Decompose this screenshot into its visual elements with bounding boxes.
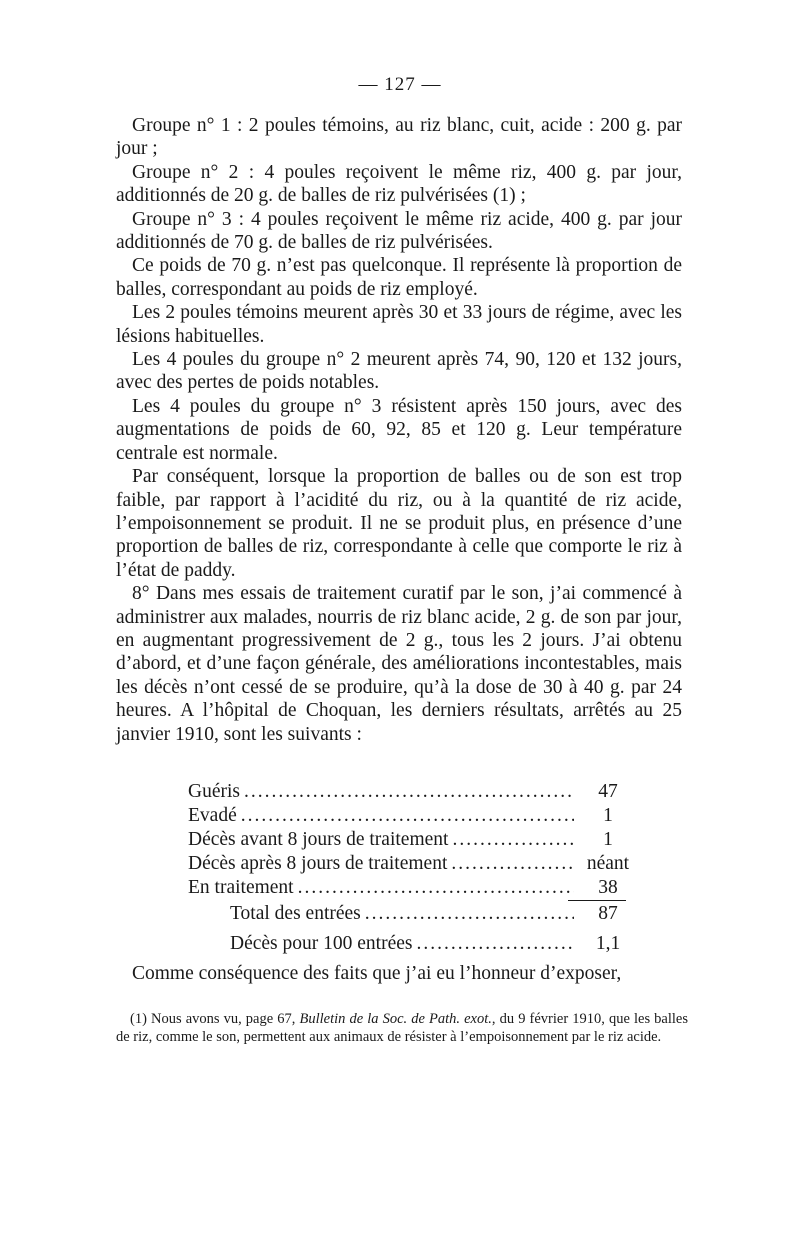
paragraph-temoins: Les 2 poules témoins meurent après 30 et 33 jours de régime, avec les lésions habituelles.	[116, 302, 682, 347]
rate-value: 1,1	[595, 933, 621, 954]
closing-line: Comme conséquence des faits que j’ai eu l’honneur d’exposer,	[132, 963, 622, 984]
row-value: 38	[598, 877, 618, 898]
leader-dots	[298, 876, 574, 900]
table-row	[188, 876, 638, 900]
row-value: 1	[603, 805, 613, 826]
row-value: néant	[586, 853, 630, 874]
leader-dots	[365, 902, 574, 926]
footnote-prefix: (1) Nous avons vu, page 67,	[130, 1011, 300, 1027]
page-number: — 127 —	[358, 74, 442, 95]
paragraph-groupe-3-result: Les 4 poules du groupe n° 3 résistent après 150 jours, avec des augmentations de poids de 60, 92, 85 et 120 g. Leur température centrale est normale.	[116, 395, 682, 464]
footnote-journal: Bulletin de la Soc. de Path. exot.	[299, 1011, 492, 1027]
table-row	[188, 780, 638, 804]
leader-dots	[244, 780, 574, 804]
paragraph-consequence: Par conséquent, lorsque la proportion de balles ou de son est trop faible, par rapport à l’acidité du riz, ou à la quantité de riz acide, l’empoisonnement se produit. Il ne se produit plus, en présence d’une proportion de balles de riz, correspondante à celle que comporte le riz à l’état de paddy.	[116, 466, 682, 581]
rate-row	[188, 932, 638, 956]
row-label: Décès avant 8 jours de traitement	[188, 829, 449, 850]
total-row	[188, 902, 638, 926]
row-value: 47	[598, 781, 618, 802]
leader-dots	[451, 852, 574, 876]
paragraph-traitement: 8° Dans mes essais de traitement curatif par le son, j’ai commencé à administrer aux malades, nourris de riz blanc acide, 2 g. de son par jour, en augmentant progressivement de 2 g., tous les 2 jours. J’ai obtenu d’abord, et d’une façon générale, des améliorations incontestables, mais les décès n’ont cessé de se produire, qu’à la dose de 30 à 40 g. par 24 heures. A l’hôpital de Choquan, les derniers résultats, arrêtés au 25 janvier 1910, sont les suivants :	[116, 583, 682, 745]
paragraph-groupe-3: Groupe n° 3 : 4 poules reçoivent le même riz acide, 400 g. par jour additionnés de 70 g. de balles de riz pulvérisées.	[116, 208, 682, 254]
footnote-suffix: , du 9 février 1910, que les balles de riz, comme le son, permettent aux animaux de résister à l’empoisonnement par le riz acide.	[116, 1011, 688, 1045]
paragraph-groupe-2-result: Les 4 poules du groupe n° 2 meurent après 74, 90, 120 et 132 jours, avec des pertes de poids notables.	[116, 349, 682, 394]
table-row	[188, 804, 638, 828]
results-table	[188, 780, 638, 956]
row-label: Evadé	[188, 805, 237, 826]
row-label: En traitement	[188, 877, 294, 898]
table-row	[188, 828, 638, 852]
paragraph-groupe-2: Groupe n° 2 : 4 poules reçoivent le même riz, 400 g. par jour, additionnés de 20 g. de balles de riz pulvérisées (1) ;	[116, 161, 682, 207]
sum-rule	[188, 900, 638, 902]
total-value: 87	[598, 903, 618, 924]
row-label: Guéris	[188, 781, 240, 802]
row-value: 1	[603, 829, 613, 850]
paragraph-groupe-1: Groupe n° 1 : 2 poules témoins, au riz blanc, cuit, acide : 200 g. par jour ;	[116, 115, 682, 160]
rate-label: Décès pour 100 entrées	[230, 933, 413, 954]
footnote-text	[116, 1010, 688, 1046]
row-label: Décès après 8 jours de traitement	[188, 853, 448, 874]
leader-dots	[416, 932, 574, 956]
paragraph-poids: Ce poids de 70 g. n’est pas quelconque. Il représente là proportion de balles, correspondant au poids de riz employé.	[116, 255, 682, 300]
footnote	[116, 1010, 688, 1046]
table-row	[188, 852, 638, 876]
body-text	[116, 114, 682, 746]
leader-dots	[452, 828, 574, 852]
total-label: Total des entrées	[230, 903, 361, 924]
leader-dots	[241, 804, 574, 828]
